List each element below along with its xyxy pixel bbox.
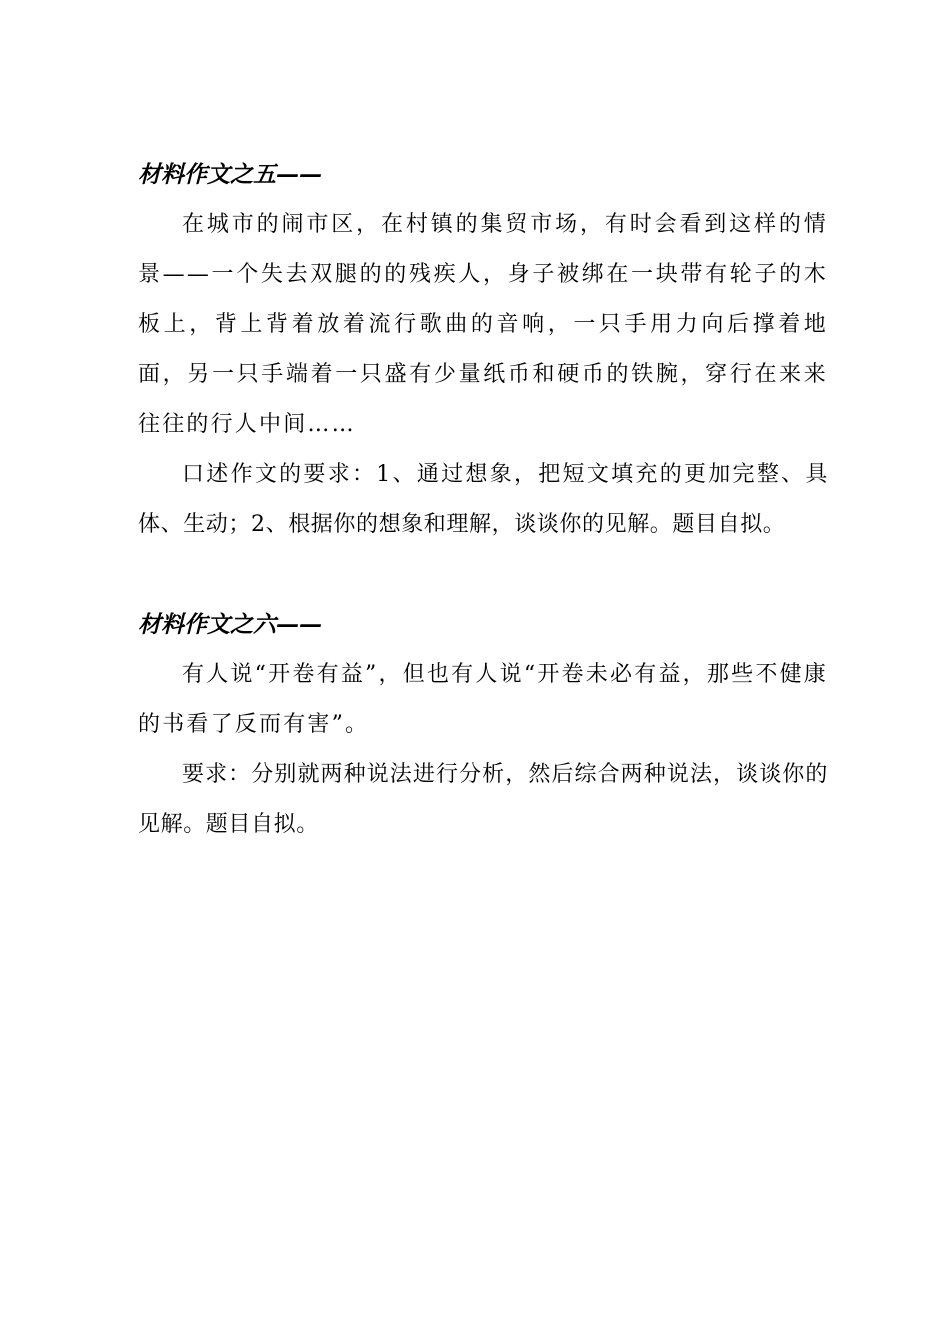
- requirement-paragraph: 要求：分别就两种说法进行分析，然后综合两种说法，谈谈你的见解。题目自拟。: [138, 762, 828, 837]
- document-body: [138, 150, 828, 850]
- section-spacer: [138, 550, 828, 600]
- material-paragraph: 有人说“开卷有益”，但也有人说“开卷未必有益，那些不健康的书看了反而有害”。: [138, 662, 828, 737]
- essay-section-5: [138, 150, 828, 550]
- section-title: 材料作文之六——: [138, 611, 322, 638]
- essay-section-6: [138, 600, 828, 850]
- material-paragraph: 在城市的闹市区，在村镇的集贸市场，有时会看到这样的情景——一个失去双腿的的残疾人，身子被绑在一块带有轮子的木板上，背上背着放着流行歌曲的音响，一只手用力向后撑着地面，另一只手端着一只盛有少量纸币和硬币的铁腕，穿行在来来往往的行人中间……: [138, 212, 828, 437]
- requirement-paragraph: 口述作文的要求：1、通过想象，把短文填充的更加完整、具体、生动；2、根据你的想象和理解，谈谈你的见解。题目自拟。: [138, 462, 828, 537]
- section-title: 材料作文之五——: [138, 161, 322, 188]
